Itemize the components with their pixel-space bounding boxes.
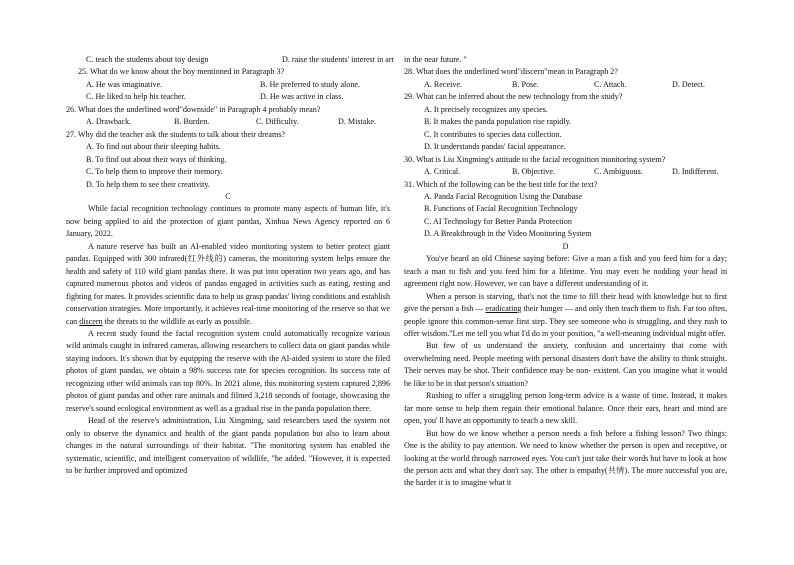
option-c: C. He liked to help his teacher.	[86, 92, 186, 102]
passage-d-paragraph-3: But few of us understand the anxiety, confusion and uncertainty that come with overwhelming need. People meeting with personal disasters don't have the ability to think straight. Their nerves may be shot. Their confidence may be non- existent. Can you imagine what it would be like to be in that person's situation?	[404, 341, 727, 388]
question-29-options	[404, 104, 727, 154]
question-30-options	[404, 166, 727, 178]
question-27-options	[66, 141, 390, 191]
option-a: A. It precisely recognizes any species.	[424, 104, 548, 114]
underlined-word-eradicating: eradicating	[485, 304, 522, 314]
question-25-stem: 25. What do we know about the boy mentioned in Paragraph 3?	[78, 67, 285, 77]
option-d: D. Mistake.	[338, 117, 376, 127]
option-d: D. To help them to see their creativity.	[86, 179, 210, 189]
passage-d-paragraph-5: But how do we know whether a person needs a fish before a fishing lesson? Two things: One is the ability to pay attention. We need to know whether the person is open and receptive, or looking at the world through narrowed eyes. You can't just take their words but have to look at how the person acts and what they don't say. The other is empathy(共情). The more successful you are, the harder it is to imagine what it	[404, 428, 727, 488]
option-b: B. It makes the panda population rise rapidly.	[424, 117, 572, 127]
left-column	[66, 54, 394, 477]
option-c: C. teach the students about toy design	[86, 55, 209, 64]
question-26-stem: 26. What does the underlined word"downside" in Paragraph 4 probably mean?	[66, 104, 321, 114]
option-c: C. Difficulty.	[256, 117, 299, 127]
option-b: B. Functions of Facial Recognition Technology	[424, 204, 578, 214]
option-b: B. He preferred to study alone.	[260, 79, 361, 89]
underlined-word-discern: discern	[79, 316, 103, 326]
passage-c-paragraph-4: Head of the reserve's administration, Liu Xingming, said researchers used the system not only to observe the dynamics and health of the giant panda population but also to learn about changes in the natural surroundings of their habitat. "The monitoring system has enabled the systematic, scientific, and intelligent conservation of wildlife, "he added. "However, it is expected to be further improved and optimized	[66, 416, 390, 475]
question-25-options	[66, 79, 390, 104]
passage-d-paragraph-4: Rushing to offer a struggling person long-term advice is a waste of time. Instead, it makes far more sense to help them regain their emotional balance. Once their ears, heart and mind are open, you' ll have an opportunity to teach a new skill.	[404, 391, 727, 426]
paragraph-text: When a person is starving, that's not the time to fill their head with knowledge but to first give the person a fish —	[404, 291, 727, 314]
option-c: C. AI Technology for Better Panda Protection	[424, 216, 572, 226]
passage-d-paragraph-2	[404, 291, 727, 341]
option-a: A. Panda Facial Recognition Using the Database	[424, 191, 583, 201]
passage-c-paragraph-2	[66, 241, 390, 328]
q24-options-tail	[66, 54, 394, 66]
paragraph-text: their hunger — and only then teach them to fish. Far too often, people ignore this common-sense first step. They see someone who is struggling, and they rush to offer wisdom."Let me tell you what I'd do in your position, "a well-meaning individual might offer.	[404, 304, 727, 338]
option-a: A. Receive.	[424, 79, 462, 89]
passage-d-paragraph-1: You've heard an old Chinese saying before: Give a man a fish and you feed him for a day; teach a man to fish and you feed him for a lifetime. You may even be nodding your head in agreement right now. However, we can have a different understanding of it.	[404, 254, 727, 289]
question-31-stem: 31. Which of the following can be the best title for the text?	[404, 179, 598, 189]
right-column	[404, 54, 727, 490]
question-31-options	[404, 191, 727, 241]
option-d: D. He was active in class.	[260, 92, 344, 102]
option-a: A. Critical.	[424, 167, 461, 177]
option-c: C. To help them to improve their memory.	[86, 167, 223, 177]
question-29-stem: 29. What can be inferred about the new technology from the study?	[404, 92, 623, 102]
option-a: A. He was imaginative.	[86, 79, 163, 89]
section-heading-c: C	[225, 191, 231, 201]
option-d: D. Detect.	[672, 79, 706, 89]
passage-c-paragraph-3: A recent study found the facial recognition system could automatically recognize various wild animals caught in infrared cameras, allowing researchers to collect data on giant pandas while staying indoors. It's shown that by equipping the reserve with the AI-aided system to store the filed photos of giant pandas, we obtain a 98% success rate for species recognition. Its success rate of recognizing other wild animals can top 80%. In 2021 alone, this monitoring system captured 2,896 photos of giant pandas and other rare animals and filmed 3,218 seconds of footage, showcasing the reserve's sound ecological environment as well as a gradual rise in the panda population there.	[66, 328, 390, 413]
paragraph-text: A nature reserve has built an AI-enabled video monitoring system to better protect giant pandas. Equipped with 300 infrared(红外线的) cameras, the monitoring system helps ensure the health and safety of 110 wild giant pandas there. It was put into operation two years ago, and has captured numerous photos and videos of pandas engaged in activities such as eating, resting and fighting for mates. It provides scientific data to help us grasp pandas' living conditions and establish conservation strategies. More importantly, it achieves real-time monitoring of the reserve so that we can	[66, 241, 390, 326]
question-26-options	[66, 116, 390, 128]
passage-c-paragraph-1: While facial recognition technology continues to promote many aspects of human life, it's now being applied to aid the protection of giant pandas, Xinhua News Agency reported on 6 January, 2022.	[66, 204, 390, 239]
option-b: B. Pose.	[512, 79, 539, 89]
option-d: D. It understands pandas' facial appearance.	[424, 142, 566, 152]
question-30-stem: 30. What is Liu Xingming's attitude to the facial recognition monitoring system?	[404, 154, 666, 164]
option-c: C. Attach.	[594, 79, 627, 89]
option-b: B. Objective.	[512, 167, 555, 177]
option-d: D. Indifferent.	[672, 167, 719, 177]
option-d: D. A Breakthrough in the Video Monitoring System	[424, 229, 592, 239]
question-28-stem: 28. What does the underlined word"discern"mean in Paragraph 2?	[404, 67, 618, 77]
option-b: B. To find out about their ways of thinking.	[86, 154, 227, 164]
section-heading-d: D	[562, 241, 569, 251]
option-d: D. raise the students' interest in art	[282, 55, 394, 64]
option-c: C. It contributes to species data collection.	[424, 129, 562, 139]
question-27-stem: 27. Why did the teacher ask the students to talk about their dreams?	[66, 129, 285, 139]
option-b: B. Burden.	[174, 117, 210, 127]
question-28-options	[404, 79, 727, 91]
passage-c-paragraph-4-end: in the near future. "	[404, 55, 467, 64]
paragraph-text: the threats to the wildlife as early as possible.	[104, 316, 252, 326]
option-c: C. Ambiguous.	[594, 167, 643, 177]
option-a: A. Drawback.	[86, 117, 132, 127]
option-a: A. To find out about their sleeping habits.	[86, 142, 221, 152]
